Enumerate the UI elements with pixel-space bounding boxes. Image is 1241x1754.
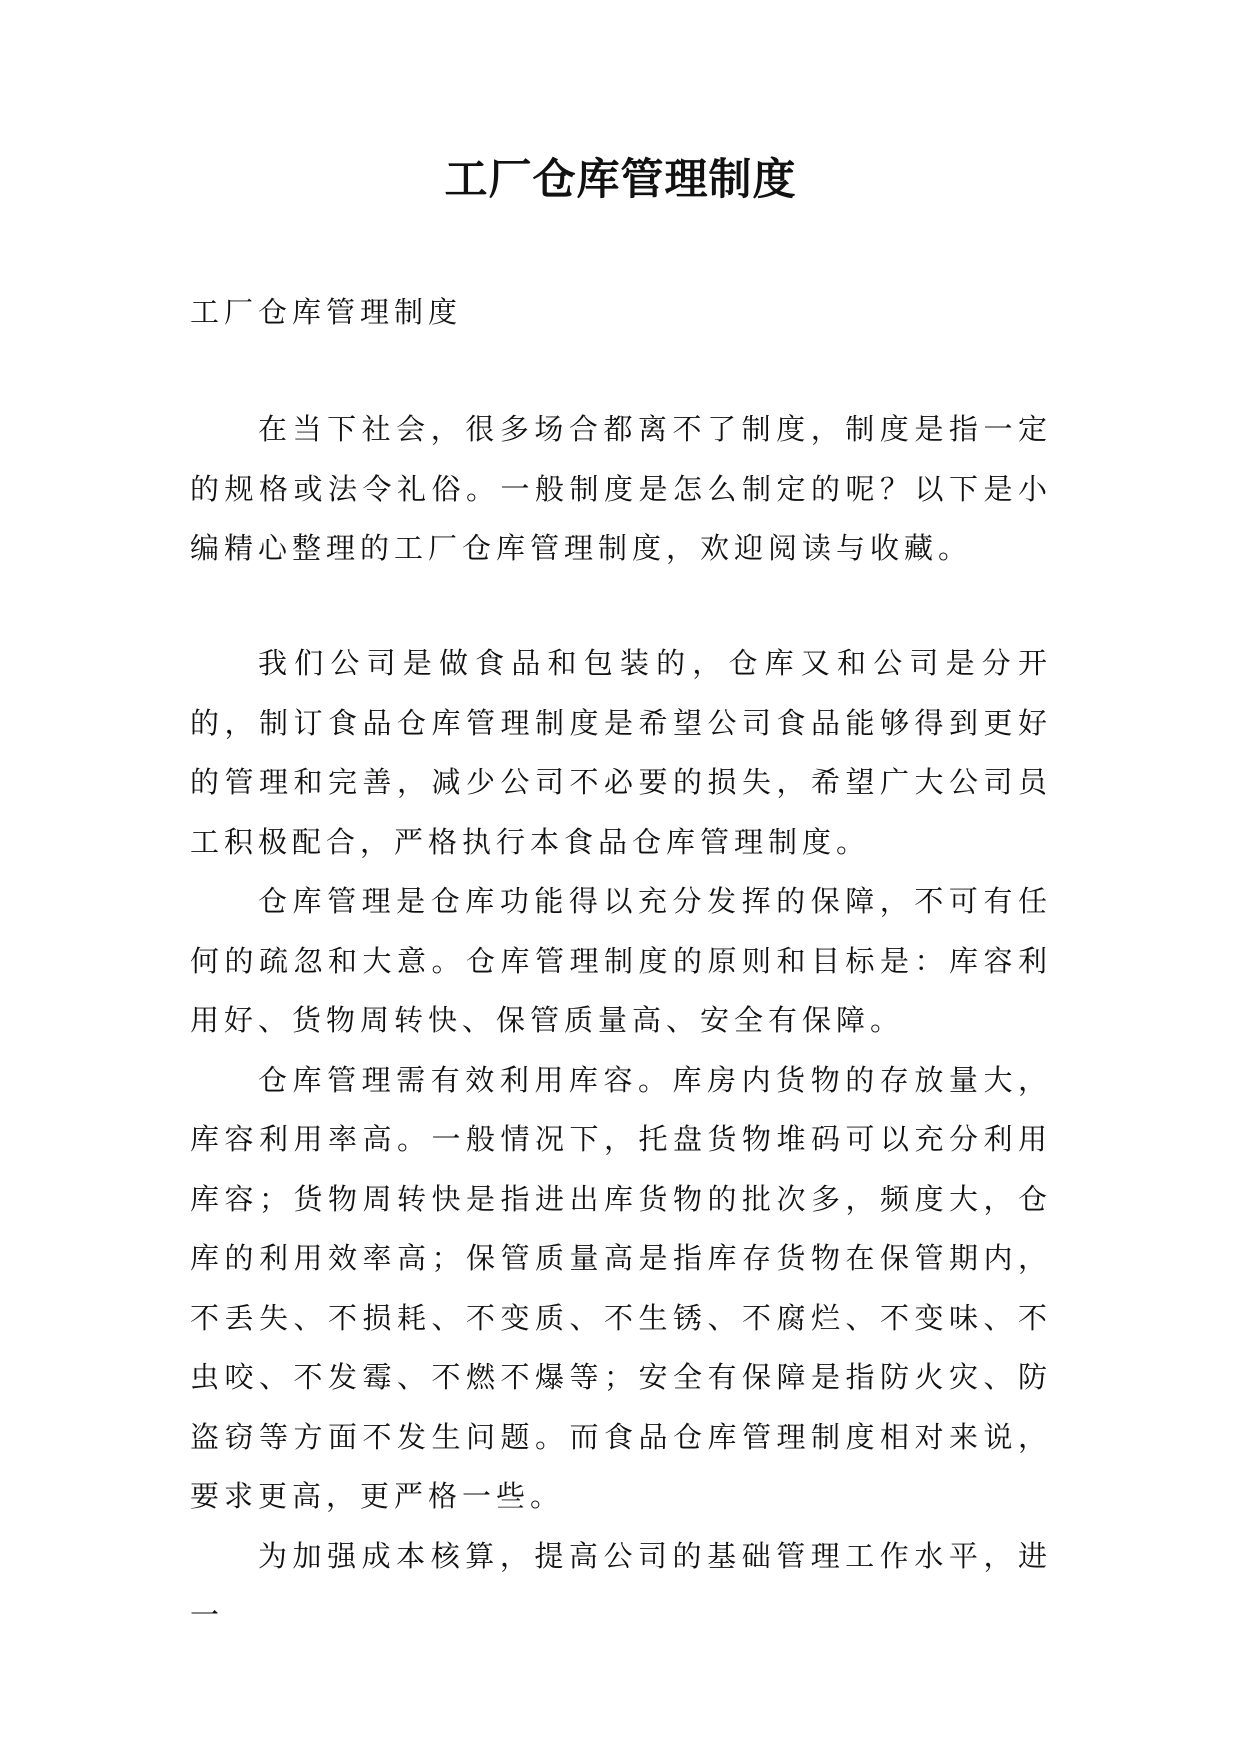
intro-paragraph: 在当下社会，很多场合都离不了制度，制度是指一定的规格或法令礼俗。一般制度是怎么制定的呢？以下是小编精心整理的工厂仓库管理制度，欢迎阅读与收藏。	[190, 412, 1052, 565]
body-paragraph-4: 为加强成本核算，提高公司的基础管理工作水平，进一	[190, 1538, 1052, 1632]
document-title: 工厂仓库管理制度	[444, 155, 797, 205]
body-paragraph-2: 仓库管理是仓库功能得以充分发挥的保障，不可有任何的疏忽和大意。仓库管理制度的原则和目标是：库容利用好、货物周转快、保管质量高、安全有保障。	[190, 884, 1052, 1037]
body-paragraph-3: 仓库管理需有效利用库容。库房内货物的存放量大，库容利用率高。一般情况下，托盘货物堆码可以充分利用库容；货物周转快是指进出库货物的批次多，频度大，仓库的利用效率高；保管质量高是指库存货物在保管期内，不丢失、不损耗、不变质、不生锈、不腐烂、不变味、不虫咬、不发霉、不燃不爆等；安全有保障是指防火灾、防盗窃等方面不发生问题。而食品仓库管理制度相对来说，要求更高，更严格一些。	[190, 1062, 1052, 1513]
body-paragraph-1: 我们公司是做食品和包装的，仓库又和公司是分开的，制订食品仓库管理制度是希望公司食品能够得到更好的管理和完善，减少公司不必要的损失，希望广大公司员工积极配合，严格执行本食品仓库管理制度。	[190, 646, 1052, 859]
intro-section	[190, 400, 1052, 579]
main-body	[190, 634, 1052, 1646]
document-subtitle: 工厂仓库管理制度	[190, 295, 463, 329]
